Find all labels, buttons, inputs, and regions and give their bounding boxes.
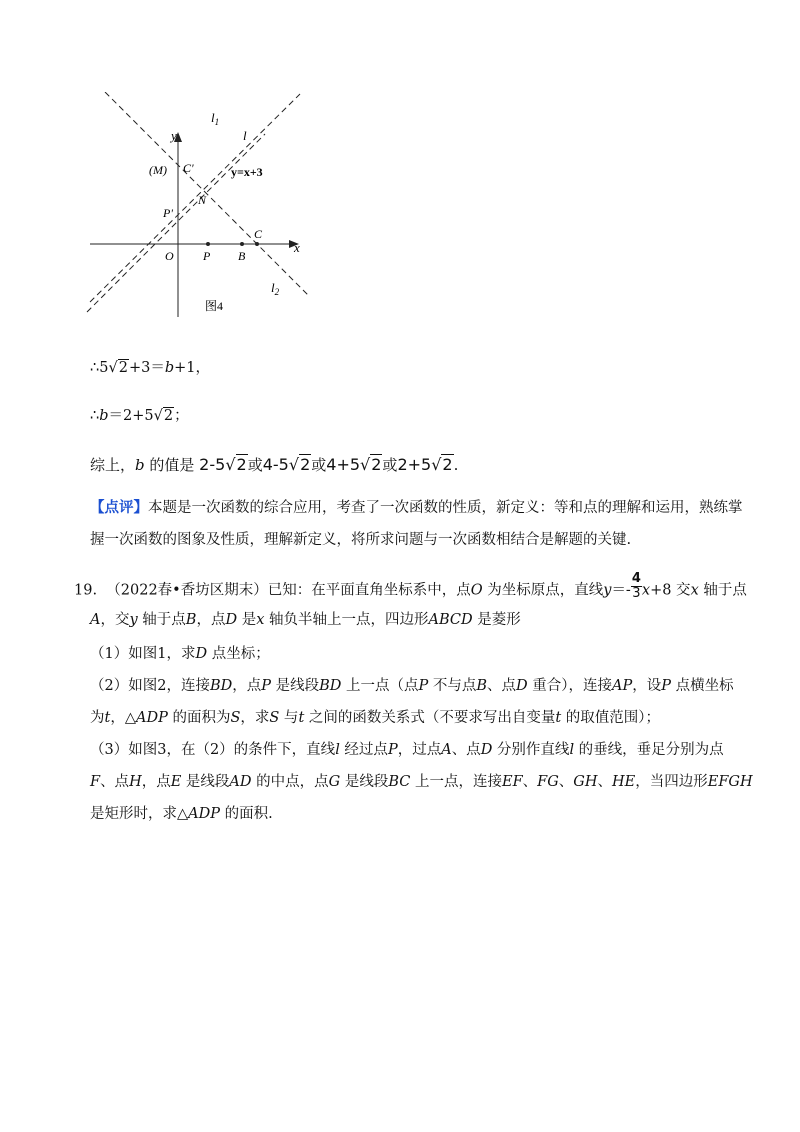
label-y: y [171, 128, 177, 143]
question-1: （1）如图1，求D 点坐标； [90, 646, 270, 662]
point-P [206, 242, 210, 246]
label-N: N [198, 193, 207, 207]
question-2-line-2: 为t，△ADP 的面积为S，求S 与t 之间的函数关系式（不要求写出自变量t 的取值范围）； [90, 710, 661, 726]
conclusion-line: 综上，b 的值是 2-5√2或4-5√2或4+5√2或2+5√2. [90, 455, 459, 474]
label-l: l [243, 128, 247, 143]
label-l1: $l_1$ [211, 110, 220, 127]
label-Pprime: P' [163, 206, 173, 220]
step-line-1: ∴5√2+3＝b+1， [90, 360, 210, 376]
label-M: (M) [149, 163, 167, 177]
label-x: x [294, 240, 300, 255]
label-P: P [203, 249, 211, 263]
problem-number: 19. [74, 582, 98, 599]
label-equation: y=x+3 [231, 165, 263, 179]
question-3-line-3: 是矩形时，求△ADP 的面积. [90, 806, 273, 822]
label-B: B [238, 249, 246, 263]
point-B [240, 242, 244, 246]
question-3-line-2: F、点H，点E 是线段AD 的中点，点G 是线段BC 上一点，连接EF、FG、GH、HE，当四边形EFGH [90, 774, 753, 790]
sqrt-symbol: √2 [153, 408, 174, 424]
label-O: O [165, 249, 174, 263]
line-l1-upper [87, 134, 265, 312]
fraction-4-3: $\frac{4}{3}$ [631, 571, 641, 601]
comment-line-1: 【点评】本题是一次函数的综合应用，考查了一次函数的性质，新定义：等和点的理解和运用，熟练掌 [90, 499, 743, 516]
figure-4 [85, 92, 315, 322]
question-2-line-1: （2）如图2，连接BD，点P 是线段BD 上一点（点P 不与点B、点D 重合），连接AP，设P 点横坐标 [90, 678, 734, 694]
label-l2: $l_2$ [271, 280, 280, 297]
label-C: C [254, 227, 263, 241]
question-3-line-1: （3）如图3，在（2）的条件下，直线l 经过点P，过点A、点D 分别作直线l 的垂线，垂足分别为点 [90, 742, 724, 758]
line-l [90, 94, 300, 302]
figure-caption: 图4 [205, 299, 224, 313]
point-C [255, 242, 259, 246]
step-line-2: ∴b＝2+5√2； [90, 408, 189, 424]
sqrt-symbol: √2 [108, 360, 128, 376]
comment-line-2: 握一次函数的图象及性质，理解新定义，将所求问题与一次函数相结合是解题的关键. [90, 532, 632, 548]
label-Cprime: C' [183, 161, 194, 175]
problem-line-2: A，交y 轴于点B，点D 是x 轴负半轴上一点，四边形ABCD 是菱形 [90, 612, 521, 628]
line-l1 [105, 92, 310, 297]
problem-line-1: 19. （2022春•香坊区期末）已知：在平面直角坐标系中，点O 为坐标原点，直线y＝- $\frac{4}{3}$ x+8 交x 轴于点 [74, 571, 747, 601]
comment-tag: 【点评】 [90, 499, 148, 516]
